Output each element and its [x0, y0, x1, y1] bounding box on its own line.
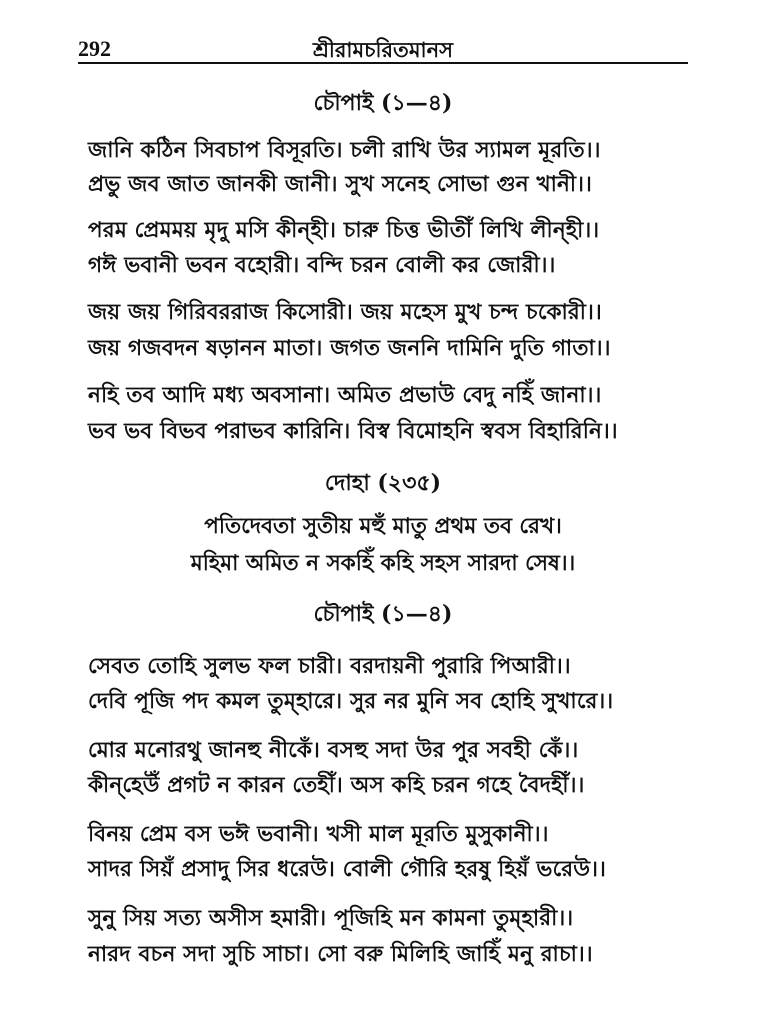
- section-heading-doha: দোহা (২৩৫): [324, 470, 442, 496]
- verse-line: গঈ ভবানী ভবন বহোরী। বন্দি চরন বোলী কর জোরী।।: [88, 253, 556, 278]
- verse-line: পরম প্রেমময় মৃদু মসি কীন্‌হী। চারু চিত্ত ভীতীঁ লিখি লীন্‌হী।।: [88, 218, 600, 243]
- verse-line: প্রভু জব জাত জানকী জানী। সুখ সনেহ সোভা গুন খানী।।: [88, 172, 592, 197]
- header-rule: [78, 62, 688, 64]
- running-title: শ্রীরামচরিতমানস: [313, 37, 453, 62]
- verse-line: মোর মনোরথু জানহু নীকেঁ। বসহু সদা উর পুর সবহী কেঁ।।: [88, 738, 579, 763]
- verse-line: জয় জয় গিরিবররাজ কিসোরী। জয় মহেস মুখ চন্দ চকোরী।।: [88, 300, 602, 325]
- doha-line: মহিমা অমিত ন সকহিঁ কহি সহস সারদা সেষ।।: [190, 551, 576, 576]
- section-heading-chaupai-1: চৌপাই (১—৪): [313, 90, 453, 116]
- page-header: [78, 28, 688, 64]
- verse-line: জানি কঠিন সিবচাপ বিসূরতি। চলী রাখি উর স্যামল মূরতি।।: [88, 138, 601, 163]
- verse-line: সাদর সিয়ঁ প্রসাদু সির ধরেউ। বোলী গৌরি হরষু হিয়ঁ ভরেউ।।: [88, 857, 606, 882]
- verse-line: নারদ বচন সদা সুচি সাচা। সো বরু মিলিহি জাহিঁ মনু রাচা।।: [88, 942, 593, 967]
- doha-line: পতিদেবতা সুতীয় মহুঁ মাতু প্রথম তব রেখ।: [204, 514, 562, 539]
- verse-line: নহি তব আদি মধ্য অবসানা। অমিত প্রভাউ বেদু নহিঁ জানা।।: [88, 383, 602, 408]
- verse-line: ভব ভব বিভব পরাভব কারিনি। বিস্ব বিমোহনি স্ববস বিহারিনি।।: [88, 419, 618, 444]
- section-heading-chaupai-2: চৌপাই (১—৪): [313, 601, 453, 627]
- page-number: 292: [78, 36, 111, 61]
- verse-line: বিনয় প্রেম বস ভঈ ভবানী। খসী মাল মূরতি মুসুকানী।।: [88, 822, 549, 847]
- verse-line: কীন্‌হেউঁ প্রগট ন কারন তেহীঁ। অস কহি চরন গহে বৈদহীঁ।।: [88, 773, 585, 798]
- verse-line: সুনু সিয় সত্য অসীস হমারী। পূজিহি মন কামনা তুম্‌হারী।।: [88, 906, 574, 931]
- verse-line: সেবত তোহি সুলভ ফল চারী। বরদায়নী পুরারি পিআরী।।: [88, 654, 571, 679]
- verse-line: দেবি পূজি পদ কমল তুম্‌হারে। সুর নর মুনি সব হোহি সুখারে।।: [88, 689, 614, 714]
- verse-line: জয় গজবদন ষড়ানন মাতা। জগত জননি দামিনি দুতি গাতা।।: [88, 336, 611, 361]
